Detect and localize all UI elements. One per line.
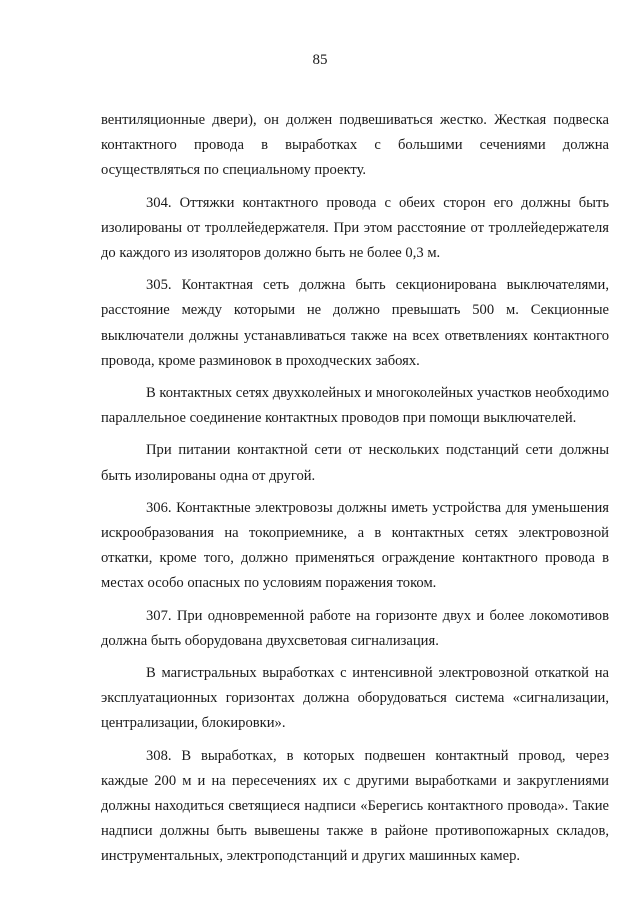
body-text: [101, 108, 609, 877]
paragraph-305-double-track: В контактных сетях двухколейных и многоколейных участков необходимо параллельное соединение контактных проводов при помощи выключателей.: [101, 385, 609, 427]
paragraph-307: 307. При одновременной работе на горизонте двух и более локомотивов должна быть оборудована двухсветовая сигнализация.: [101, 607, 609, 649]
paragraph-304: 304. Оттяжки контактного провода с обеих сторон его должны быть изолированы от троллейедержателя. При этом расстояние от троллейедержателя до каждого из изоляторов должно быть не более 0,3 м.: [101, 194, 609, 262]
paragraph-305: 305. Контактная сеть должна быть секционирована выключателями, расстояние между которыми не должно превышать 500 м. Секционные выключатели должны устанавливаться также на всех ответвлениях контактного провода, кроме разминовок в проходческих забоях.: [101, 277, 609, 369]
page-number: 85: [312, 52, 328, 68]
paragraph-305-substations: При питании контактной сети от нескольких подстанций сети должны быть изолированы одна от другой.: [101, 442, 609, 484]
paragraph-307-main-workings: В магистральных выработках с интенсивной электровозной откаткой на эксплуатационных горизонтах должна оборудоваться система «сигнализации, централизации, блокировки».: [101, 665, 609, 732]
paragraph-306: 306. Контактные электровозы должны иметь устройства для уменьшения искрообразования на токоприемнике, а в контактных сетях электровозной откатки, кроме того, должно применяться ограждение контактного провода в местах особо опасных по условиям поражения током.: [101, 499, 609, 592]
paragraph-308: 308. В выработках, в которых подвешен контактный провод, через каждые 200 м и на пересечениях их с другими выработками и закруглениями должны находиться светящиеся надписи «Берегись контактного провода». Такие надписи должны быть вывешены также в районе противопожарных складов, инструментальных, электроподстанций и других машинных камер.: [101, 747, 609, 865]
paragraph-continuation: вентиляционные двери), он должен подвешиваться жестко. Жесткая подвеска контактного провода в выработках с большими сечениями должна осуществляться по специальному проекту.: [101, 112, 609, 179]
